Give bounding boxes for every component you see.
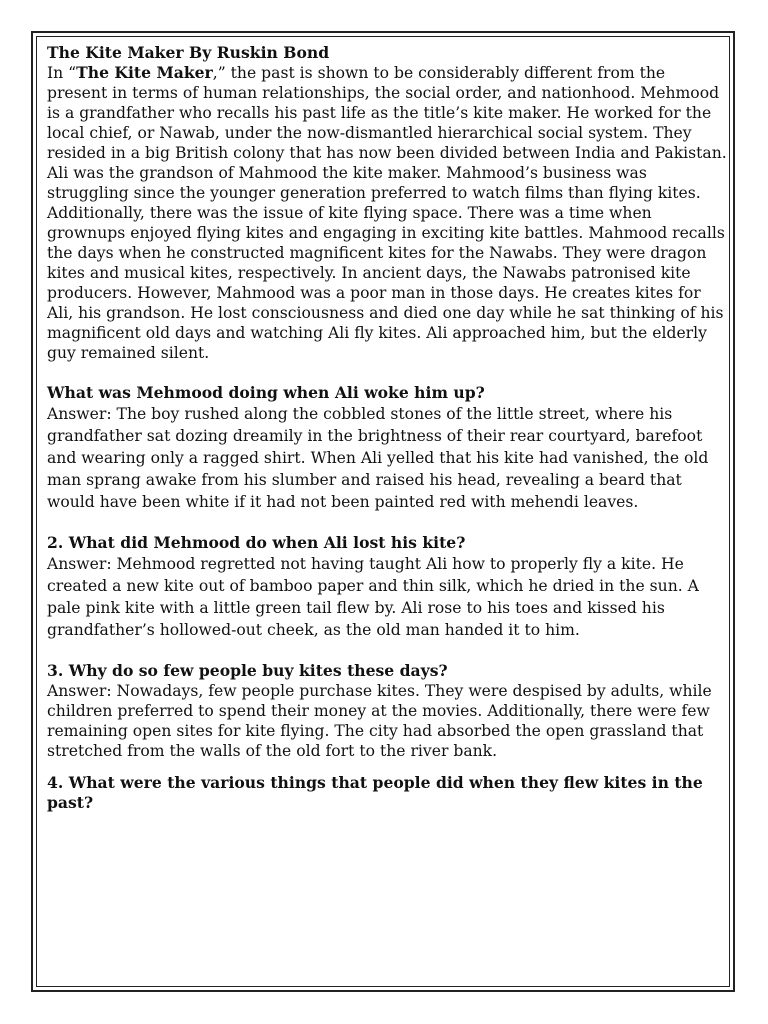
question-1: What was Mehmood doing when Ali woke him up? xyxy=(47,383,485,402)
question-3: 3. Why do so few people buy kites these days? xyxy=(47,661,448,680)
qa-item-2 xyxy=(47,533,727,641)
qa-item-1 xyxy=(47,383,727,513)
question-2: 2. What did Mehmood do when Ali lost his kite? xyxy=(47,533,466,552)
summary-paragraph: Ali was the grandson of Mahmood the kite maker. Mahmood’s business was struggling since the younger generation preferred to watch films than flying kites. Additionally, there was the issue of kite flying space. There was a time when grownups enjoyed flying kites and engaging in exciting kite battles. Mahmood recalls the days when he constructed magnificent kites for the Nawabs. They were dragon kites and musical kites, respectively. In ancient days, the Nawabs patronised kite producers. However, Mahmood was a poor man in those days. He creates kites for Ali, his grandson. He lost consciousness and died one day while he sat thinking of his magnificent old days and watching Ali fly kites. Ali approached him, but the elderly guy remained silent. xyxy=(47,164,725,362)
answer-2: Answer: Mehmood regretted not having taught Ali how to properly fly a kite. He created a new kite out of bamboo paper and thin silk, which he dried in the sun. A pale pink kite with a little green tail flew by. Ali rose to his toes and kissed his grandfather’s hollowed-out cheek, as the old man handed it to him. xyxy=(47,555,699,639)
qa-item-3 xyxy=(47,661,727,761)
intro-bold-title: The Kite Maker xyxy=(76,63,213,82)
answer-1: Answer: The boy rushed along the cobbled stones of the little street, where his grandfather sat dozing dreamily in the brightness of their rear courtyard, barefoot and wearing only a ragged shirt. When Ali yelled that his kite had vanished, the old man sprang awake from his slumber and raised his head, revealing a beard that would have been white if it had not been painted red with mehendi leaves. xyxy=(47,405,709,511)
document-body xyxy=(47,43,727,813)
answer-3: Answer: Nowadays, few people purchase kites. They were despised by adults, while children preferred to spend their money at the movies. Additionally, there were few remaining open sites for kite flying. The city had absorbed the open grassland that stretched from the walls of the old fort to the river bank. xyxy=(47,682,712,760)
qa-item-4 xyxy=(47,773,727,813)
intro-paragraph xyxy=(47,63,727,163)
document-title: The Kite Maker By Ruskin Bond xyxy=(47,43,330,62)
intro-rest: ,” the past is shown to be considerably different from the present in terms of human relationships, the social order, and nationhood. Mehmood is a grandfather who recalls his past life as the title’s kite maker. He worked for the local chief, or Nawab, under the now-dismantled hierarchical social system. They resided in a big British colony that has now been divided between India and Pakistan. xyxy=(47,64,727,162)
question-4: 4. What were the various things that people did when they flew kites in the past? xyxy=(47,773,703,812)
intro-prefix: In “ xyxy=(47,64,77,82)
